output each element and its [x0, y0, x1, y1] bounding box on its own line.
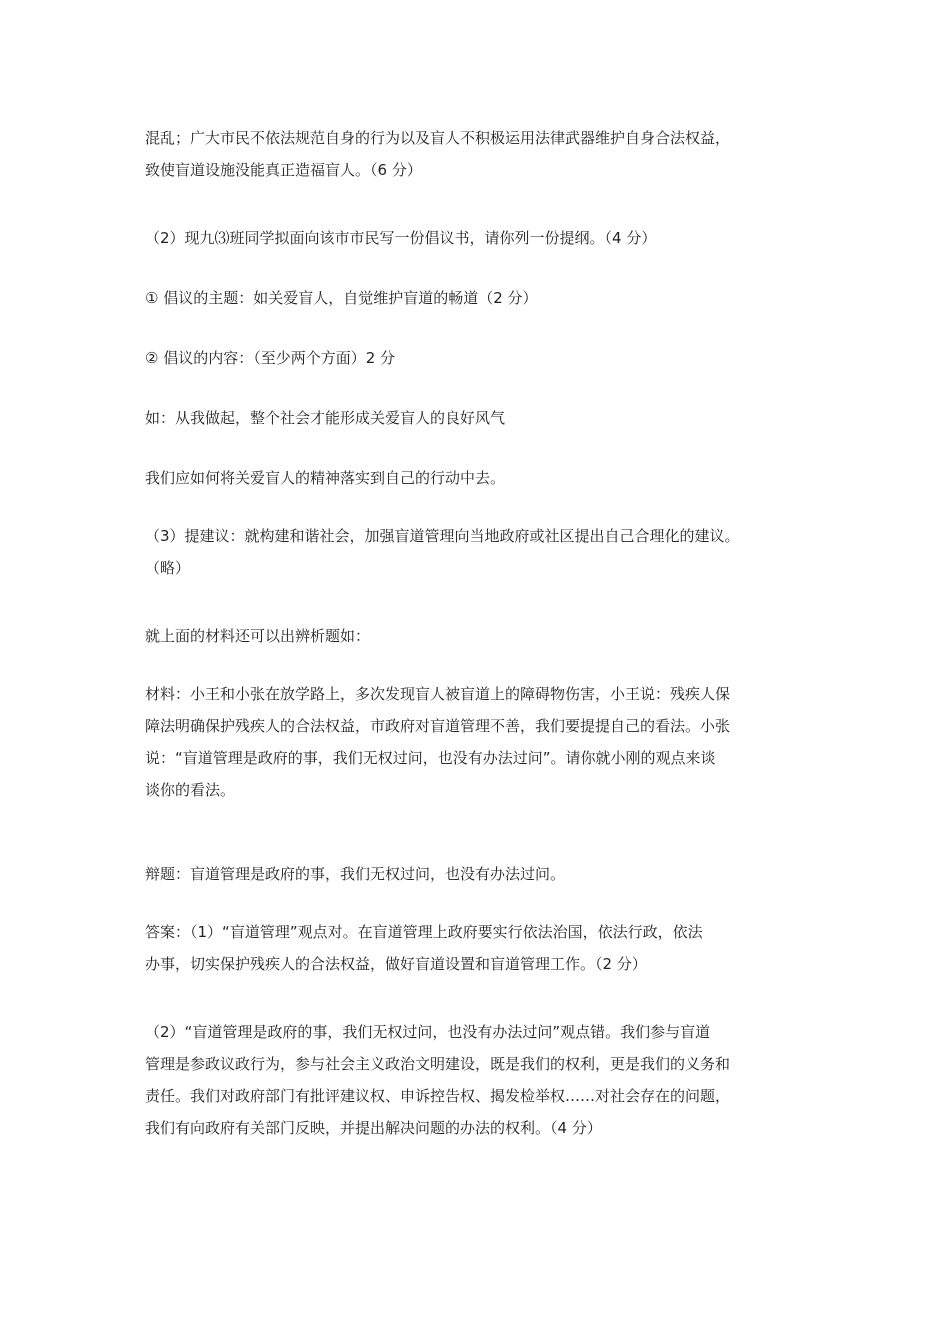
text-line: （略）: [145, 559, 191, 577]
paragraph-p8: [145, 620, 810, 652]
paragraph-p9: [145, 678, 810, 806]
paragraph-p7: [145, 520, 810, 584]
paragraph-p1: [145, 122, 810, 186]
paragraph-p6: [145, 462, 810, 494]
text-line: （3）提建议：就构建和谐社会，加强盲道管理向当地政府或社区提出自己合理化的建议。: [145, 527, 740, 545]
text-line: 障法明确保护残疾人的合法权益，市政府对盲道管理不善，我们要提提自己的看法。小张: [145, 717, 731, 735]
text-line: 就上面的材料还可以出辨析题如：: [145, 627, 371, 645]
paragraph-p3: [145, 282, 810, 314]
text-line: ① 倡议的主题：如关爱盲人，自觉维护盲道的畅道（2 分）: [145, 289, 538, 307]
text-line: 我们应如何将关爱盲人的精神落实到自己的行动中去。: [145, 469, 506, 487]
text-line: 混乱；广大市民不依法规范自身的行为以及盲人不积极运用法律武器维护自身合法权益，: [145, 129, 731, 147]
text-line: 责任。我们对政府部门有批评建议权、申诉控告权、揭发检举权……对社会存在的问题，: [145, 1087, 731, 1105]
text-line: （2）现九⑶班同学拟面向该市市民写一份倡议书，请你列一份提纲。（4 分）: [145, 229, 657, 247]
paragraph-p12: [145, 1016, 810, 1144]
text-line: ② 倡议的内容：（至少两个方面）2 分: [145, 349, 396, 367]
text-line: 辩题：盲道管理是政府的事，我们无权过问，也没有办法过问。: [145, 865, 566, 883]
paragraph-p2: [145, 222, 810, 254]
text-line: 材料：小王和小张在放学路上，多次发现盲人被盲道上的障碍物伤害，小王说：残疾人保: [145, 685, 731, 703]
paragraph-p4: [145, 342, 810, 374]
paragraph-p10: [145, 858, 810, 890]
text-line: （2）“盲道管理是政府的事，我们无权过问，也没有办法过问”观点错。我们参与盲道: [145, 1023, 711, 1041]
text-line: 办事，切实保护残疾人的合法权益，做好盲道设置和盲道管理工作。（2 分）: [145, 955, 647, 973]
text-line: 说：“盲道管理是政府的事，我们无权过问，也没有办法过问”。请你就小刚的观点来谈: [145, 749, 716, 767]
paragraph-p5: [145, 402, 810, 434]
text-line: 谈你的看法。: [145, 781, 236, 799]
text-line: 致使盲道设施没能真正造福盲人。（6 分）: [145, 161, 422, 179]
text-line: 我们有向政府有关部门反映，并提出解决问题的办法的权利。（4 分）: [145, 1119, 602, 1137]
text-line: 如：从我做起，整个社会才能形成关爱盲人的良好风气: [145, 409, 506, 427]
paragraph-p11: [145, 916, 810, 980]
text-line: 答案：（1）“盲道管理”观点对。在盲道管理上政府要实行依法治国，依法行政，依法: [145, 923, 703, 941]
text-line: 管理是参政议政行为，参与社会主义政治文明建设，既是我们的权利，更是我们的义务和: [145, 1055, 731, 1073]
